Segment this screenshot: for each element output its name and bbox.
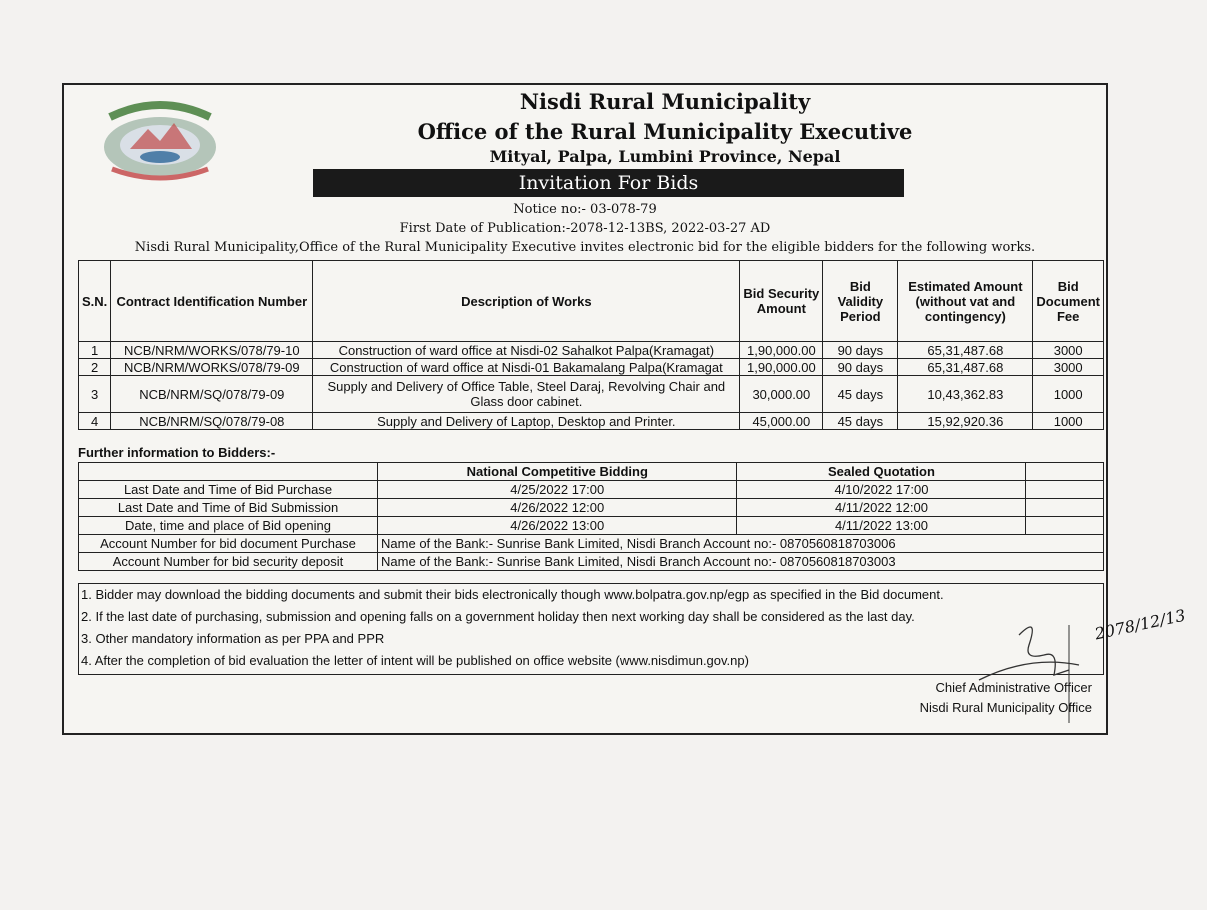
table-row [79,499,1104,517]
table-row [79,413,1104,430]
signatory-title: Chief Administrative Officer [935,680,1092,695]
table-cell: Construction of ward office at Nisdi-02 Sahalkot Palpa(Kramagat) [313,342,740,359]
table-header-row [79,463,1104,481]
table-cell: 4/11/2022 12:00 [737,499,1026,517]
table-cell: Supply and Delivery of Laptop, Desktop and Printer. [313,413,740,430]
table-cell: Date, time and place of Bid opening [79,517,378,535]
table-cell: 4/10/2022 17:00 [737,481,1026,499]
table-cell: 90 days [823,342,898,359]
table-cell: Name of the Bank:- Sunrise Bank Limited, Nisdi Branch Account no:- 0870560818703003 [378,553,1104,571]
table-cell: 3000 [1033,359,1104,376]
office-title: Office of the Rural Municipality Executive [417,119,913,144]
note-item: 2. If the last date of purchasing, submission and opening falls on a government holiday then next working day shall be considered as the last day. [81,609,915,624]
table-cell: 65,31,487.68 [898,359,1033,376]
municipality-title: Nisdi Rural Municipality [519,89,811,114]
table-cell: 45 days [823,376,898,413]
table-cell: 4/25/2022 17:00 [378,481,737,499]
table-cell: Last Date and Time of Bid Purchase [79,481,378,499]
address: Mityal, Palpa, Lumbini Province, Nepal [489,147,841,166]
table-cell: 2 [79,359,111,376]
notes-box [78,583,1104,675]
table-header: Bid Validity Period [823,261,898,342]
table-cell: 4 [79,413,111,430]
table-cell: 10,43,362.83 [898,376,1033,413]
table-row [79,481,1104,499]
works-table [78,260,1104,430]
table-header: National Competitive Bidding [378,463,737,481]
table-cell: Construction of ward office at Nisdi-01 Bakamalang Palpa(Kramagat [313,359,740,376]
table-header: Contract Identification Number [111,261,313,342]
table-cell: 30,000.00 [740,376,823,413]
table-row [79,359,1104,376]
invitation-banner: Invitation For Bids [313,169,904,197]
table-cell: 3000 [1033,342,1104,359]
table-cell: Supply and Delivery of Office Table, Steel Daraj, Revolving Chair and Glass door cabinet. [313,376,740,413]
table-header: Estimated Amount (without vat and contingency) [898,261,1033,342]
table-cell: 45,000.00 [740,413,823,430]
notice-document [62,83,1188,735]
table-cell: 1000 [1033,376,1104,413]
table-cell: 4/26/2022 13:00 [378,517,737,535]
table-header: Description of Works [313,261,740,342]
table-header: Bid Security Amount [740,261,823,342]
table-cell: NCB/NRM/WORKS/078/79-09 [111,359,313,376]
table-header: Sealed Quotation [737,463,1026,481]
table-cell: 65,31,487.68 [898,342,1033,359]
publication-date: First Date of Publication:-2078-12-13BS, 2022-03-27 AD [399,221,771,236]
note-item: 3. Other mandatory information as per PPA and PPR [81,631,385,646]
further-info-label: Further information to Bidders:- [78,445,276,460]
table-cell: NCB/NRM/SQ/078/79-09 [111,376,313,413]
handwritten-date: 2078/12/13 [1093,605,1188,644]
table-cell: Name of the Bank:- Sunrise Bank Limited, Nisdi Branch Account no:- 0870560818703006 [378,535,1104,553]
table-row [79,376,1104,413]
table-cell: 90 days [823,359,898,376]
table-cell: 4/26/2022 12:00 [378,499,737,517]
table-cell: 15,92,920.36 [898,413,1033,430]
table-cell: 4/11/2022 13:00 [737,517,1026,535]
signatory-office: Nisdi Rural Municipality Office [919,700,1092,715]
notice-number: Notice no:- 03-078-79 [513,202,657,217]
table-cell: NCB/NRM/SQ/078/79-08 [111,413,313,430]
table-cell: 1 [79,342,111,359]
table-cell: 1,90,000.00 [740,342,823,359]
table-header: Bid Document Fee [1033,261,1104,342]
table-cell: 1,90,000.00 [740,359,823,376]
table-cell: Account Number for bid security deposit [79,553,378,571]
table-header: S.N. [79,261,111,342]
table-header-row [79,261,1104,342]
table-cell: NCB/NRM/WORKS/078/79-10 [111,342,313,359]
table-cell: 3 [79,376,111,413]
table-cell: 45 days [823,413,898,430]
intro-text: Nisdi Rural Municipality,Office of the Rural Municipality Executive invites electronic bid for the eligible bidders for the following works. [134,240,1036,255]
table-row [79,342,1104,359]
table-row [79,517,1104,535]
table-row [79,535,1104,553]
table-row [79,553,1104,571]
further-info-table [78,462,1104,571]
table-cell: 1000 [1033,413,1104,430]
table-cell: Last Date and Time of Bid Submission [79,499,378,517]
note-item: 4. After the completion of bid evaluation the letter of intent will be published on office website (www.nisdimun.gov.np) [81,653,749,668]
table-cell: Account Number for bid document Purchase [79,535,378,553]
note-item: 1. Bidder may download the bidding documents and submit their bids electronically though www.bolpatra.gov.np/egp as specified in the Bid document. [81,587,944,602]
